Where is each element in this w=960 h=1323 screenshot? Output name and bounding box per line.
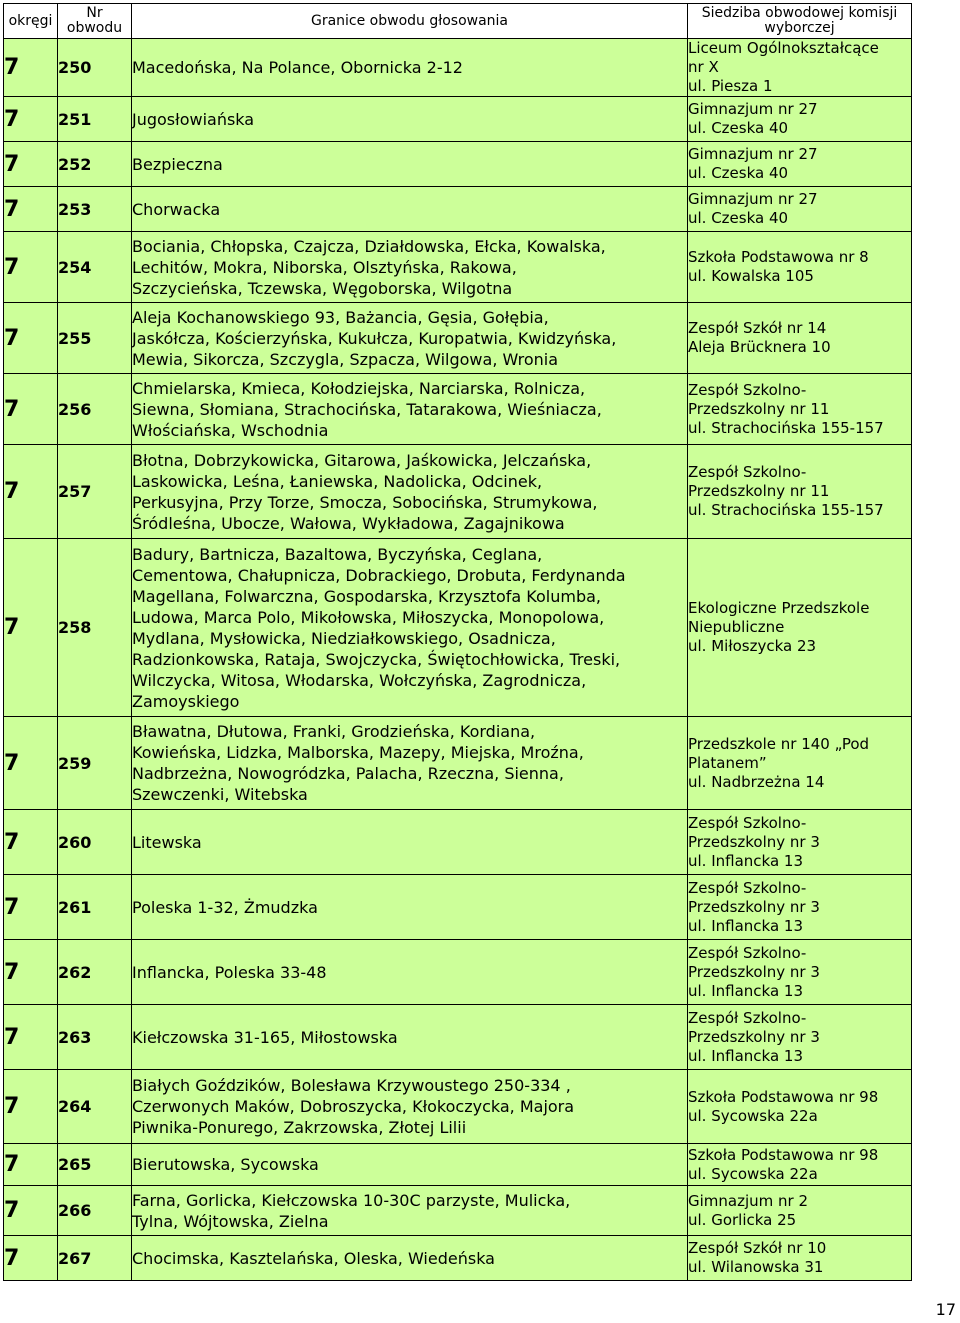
nr-obwodu-cell: 264: [58, 1070, 132, 1144]
table-row: [4, 875, 912, 940]
granice-cell: Chmielarska, Kmieca, Kołodziejska, Narciarska, Rolnicza, Siewna, Słomiana, Strachocińska, Tatarakowa, Wieśniacza, Włościańska, Wschodnia: [132, 374, 688, 445]
table-row: [4, 1236, 912, 1281]
table-row: [4, 717, 912, 810]
header-granice: Granice obwodu głosowania: [132, 4, 688, 39]
okreg-cell: 7: [4, 717, 58, 810]
nr-obwodu-cell: 265: [58, 1144, 132, 1186]
districts-table: [3, 3, 912, 1281]
table-row: [4, 445, 912, 539]
siedziba-cell: Zespół Szkolno- Przedszkolny nr 11 ul. Strachocińska 155-157: [688, 445, 912, 539]
siedziba-cell: Liceum Ogólnokształcące nr X ul. Piesza 1: [688, 39, 912, 97]
siedziba-cell: Ekologiczne Przedszkole Niepubliczne ul. Miłoszycka 23: [688, 539, 912, 717]
okreg-cell: 7: [4, 875, 58, 940]
granice-cell: Bierutowska, Sycowska: [132, 1144, 688, 1186]
nr-obwodu-cell: 261: [58, 875, 132, 940]
granice-cell: Macedońska, Na Polance, Obornicka 2-12: [132, 39, 688, 97]
table-row: [4, 374, 912, 445]
table-row: [4, 39, 912, 97]
table-row: [4, 142, 912, 187]
siedziba-cell: Przedszkole nr 140 „Pod Platanem” ul. Nadbrzeżna 14: [688, 717, 912, 810]
table-row: [4, 1144, 912, 1186]
table-row: [4, 232, 912, 303]
granice-cell: Kiełczowska 31-165, Miłostowska: [132, 1005, 688, 1070]
siedziba-cell: Gimnazjum nr 27 ul. Czeska 40: [688, 97, 912, 142]
nr-obwodu-cell: 259: [58, 717, 132, 810]
header-okreg: okręgi: [4, 4, 58, 39]
siedziba-cell: Gimnazjum nr 2 ul. Gorlicka 25: [688, 1186, 912, 1236]
siedziba-cell: Zespół Szkolno- Przedszkolny nr 3 ul. Inflancka 13: [688, 875, 912, 940]
header-nr-obwodu: Nr obwodu: [58, 4, 132, 39]
table-row: [4, 1070, 912, 1144]
siedziba-cell: Zespół Szkolno- Przedszkolny nr 3 ul. Inflancka 13: [688, 810, 912, 875]
nr-obwodu-cell: 266: [58, 1186, 132, 1236]
table-header-row: [4, 4, 912, 39]
siedziba-cell: Gimnazjum nr 27 ul. Czeska 40: [688, 187, 912, 232]
siedziba-cell: Zespół Szkolno- Przedszkolny nr 3 ul. Inflancka 13: [688, 940, 912, 1005]
nr-obwodu-cell: 258: [58, 539, 132, 717]
nr-obwodu-cell: 267: [58, 1236, 132, 1281]
okreg-cell: 7: [4, 232, 58, 303]
okreg-cell: 7: [4, 1236, 58, 1281]
granice-cell: Farna, Gorlicka, Kiełczowska 10-30C parzyste, Mulicka, Tylna, Wójtowska, Zielna: [132, 1186, 688, 1236]
siedziba-cell: Szkoła Podstawowa nr 98 ul. Sycowska 22a: [688, 1070, 912, 1144]
table-row: [4, 1186, 912, 1236]
granice-cell: Białych Goździków, Bolesława Krzywoustego 250-334 , Czerwonych Maków, Dobroszycka, Kłokoczycka, Majora Piwnika-Ponurego, Zakrzowska, Złotej Lilii: [132, 1070, 688, 1144]
okreg-cell: 7: [4, 303, 58, 374]
granice-cell: Chocimska, Kasztelańska, Oleska, Wiedeńska: [132, 1236, 688, 1281]
siedziba-cell: Gimnazjum nr 27 ul. Czeska 40: [688, 142, 912, 187]
nr-obwodu-cell: 260: [58, 810, 132, 875]
siedziba-cell: Zespół Szkół nr 14 Aleja Brücknera 10: [688, 303, 912, 374]
granice-cell: Aleja Kochanowskiego 93, Bażancia, Gęsia, Gołębia, Jaskółcza, Kościerzyńska, Kukułcza, Kuropatwia, Kwidzyńska, Mewia, Sikorcza, Szczygla, Szpacza, Wilgowa, Wronia: [132, 303, 688, 374]
nr-obwodu-cell: 262: [58, 940, 132, 1005]
nr-obwodu-cell: 256: [58, 374, 132, 445]
table-row: [4, 940, 912, 1005]
okreg-cell: 7: [4, 810, 58, 875]
okreg-cell: 7: [4, 1070, 58, 1144]
siedziba-cell: Zespół Szkolno- Przedszkolny nr 11 ul. Strachocińska 155-157: [688, 374, 912, 445]
granice-cell: Jugosłowiańska: [132, 97, 688, 142]
granice-cell: Bezpieczna: [132, 142, 688, 187]
granice-cell: Bławatna, Dłutowa, Franki, Grodzieńska, Kordiana, Kowieńska, Lidzka, Malborska, Mazepy, Miejska, Mroźna, Nadbrzeżna, Nowogródzka, Palacha, Rzeczna, Sienna, Szewczenki, Witebska: [132, 717, 688, 810]
granice-cell: Poleska 1-32, Żmudzka: [132, 875, 688, 940]
granice-cell: Błotna, Dobrzykowicka, Gitarowa, Jaśkowicka, Jelczańska, Laskowicka, Leśna, Łaniewska, Nadolicka, Odcinek, Perkusyjna, Przy Torze, Smocza, Sobocińska, Strumykowa, Śródleśna, Ubocze, Wałowa, Wykładowa, Zagajnikowa: [132, 445, 688, 539]
table-row: [4, 539, 912, 717]
okreg-cell: 7: [4, 940, 58, 1005]
granice-cell: Inflancka, Poleska 33-48: [132, 940, 688, 1005]
okreg-cell: 7: [4, 374, 58, 445]
granice-cell: Bociania, Chłopska, Czajcza, Działdowska, Ełcka, Kowalska, Lechitów, Mokra, Niborska, Olsztyńska, Rakowa, Szczycieńska, Tczewska, Węgoborska, Wilgotna: [132, 232, 688, 303]
header-siedziba: Siedziba obwodowej komisji wyborczej: [688, 4, 912, 39]
nr-obwodu-cell: 255: [58, 303, 132, 374]
table-row: [4, 187, 912, 232]
okreg-cell: 7: [4, 1144, 58, 1186]
nr-obwodu-cell: 251: [58, 97, 132, 142]
table-row: [4, 810, 912, 875]
okreg-cell: 7: [4, 539, 58, 717]
siedziba-cell: Zespół Szkół nr 10 ul. Wilanowska 31: [688, 1236, 912, 1281]
okreg-cell: 7: [4, 142, 58, 187]
okreg-cell: 7: [4, 1005, 58, 1070]
nr-obwodu-cell: 257: [58, 445, 132, 539]
nr-obwodu-cell: 250: [58, 39, 132, 97]
nr-obwodu-cell: 254: [58, 232, 132, 303]
okreg-cell: 7: [4, 39, 58, 97]
table-row: [4, 1005, 912, 1070]
table-row: [4, 303, 912, 374]
okreg-cell: 7: [4, 1186, 58, 1236]
granice-cell: Badury, Bartnicza, Bazaltowa, Byczyńska, Ceglana, Cementowa, Chałupnicza, Dobrackiego, Drobuta, Ferdynanda Magellana, Folwarczna, Gospodarska, Krzysztofa Kolumba, Ludowa, Marca Polo, Mikołowska, Miłoszycka, Monopolowa, Mydlana, Mysłowicka, Niedziałkowskiego, Osadnicza, Radzionkowska, Rataja, Swojczycka, Świętochłowicka, Treski, Wilczycka, Witosa, Włodarska, Wołczyńska, Zagrodnicza, Zamoyskiego: [132, 539, 688, 717]
nr-obwodu-cell: 252: [58, 142, 132, 187]
table-row: [4, 97, 912, 142]
nr-obwodu-cell: 263: [58, 1005, 132, 1070]
nr-obwodu-cell: 253: [58, 187, 132, 232]
okreg-cell: 7: [4, 445, 58, 539]
granice-cell: Litewska: [132, 810, 688, 875]
page-number: 17: [935, 1300, 956, 1319]
siedziba-cell: Szkoła Podstawowa nr 8 ul. Kowalska 105: [688, 232, 912, 303]
okreg-cell: 7: [4, 187, 58, 232]
granice-cell: Chorwacka: [132, 187, 688, 232]
okreg-cell: 7: [4, 97, 58, 142]
siedziba-cell: Szkoła Podstawowa nr 98 ul. Sycowska 22a: [688, 1144, 912, 1186]
siedziba-cell: Zespół Szkolno- Przedszkolny nr 3 ul. Inflancka 13: [688, 1005, 912, 1070]
